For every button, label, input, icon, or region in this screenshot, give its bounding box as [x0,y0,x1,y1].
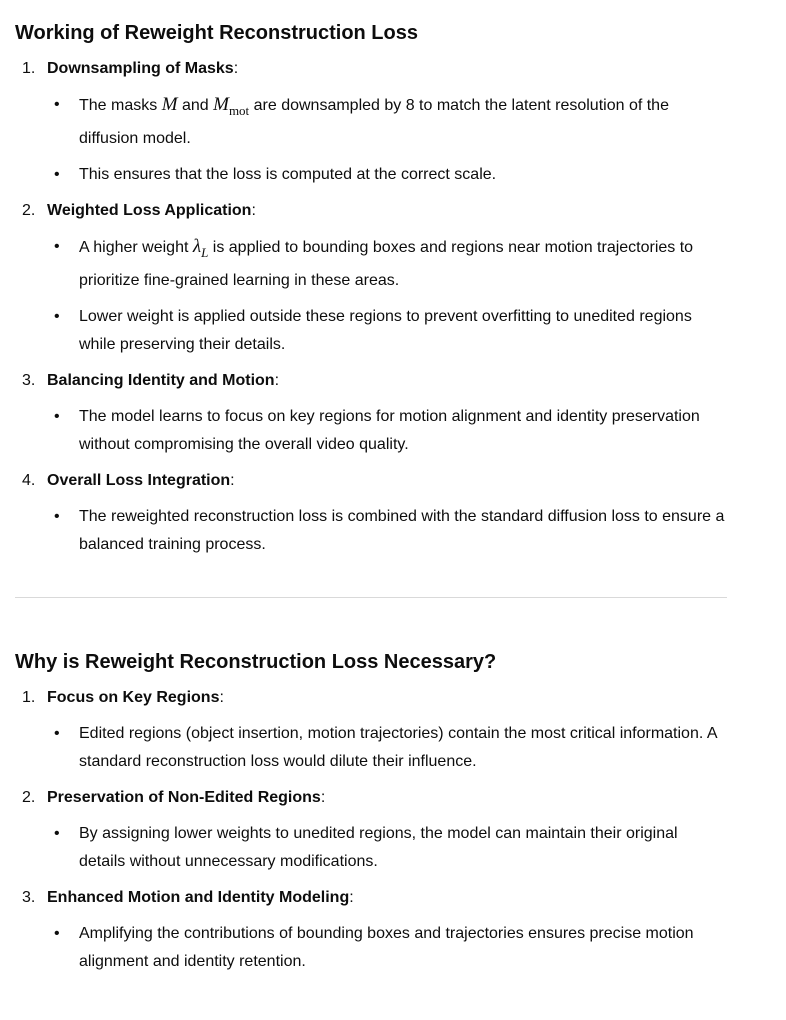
bullet-item: • Amplifying the contributions of bounding boxes and trajectories ensures precise motion alignment and identity retention. [15,920,727,976]
bullet-item: • Edited regions (object insertion, motion trajectories) contain the most critical information. A standard reconstruction loss would dilute their influence. [15,720,727,776]
item-number: 2. [22,201,36,219]
item-number: 3. [22,371,36,389]
item-label: Weighted Loss Application [47,201,252,219]
colon: : [274,371,280,389]
list-item [15,684,727,776]
bullet-item: • The masks M and $M_{mot}$ are downsampled by 8 to match the latent resolution of the diffusion model. [15,91,727,153]
list-item [15,467,727,559]
list-item [15,884,727,976]
math-M: M [161,94,178,115]
item-number: 2. [22,789,36,806]
bullet-item: • This ensures that the loss is computed at the correct scale. [15,161,727,189]
numbered-list [15,684,727,976]
colon: : [320,789,326,806]
item-number: 1. [22,689,36,706]
list-item [15,197,727,359]
section-heading: Working of Reweight Reconstruction Loss [15,22,418,44]
item-label: Downsampling of Masks [47,60,234,77]
bullet-item: • The reweighted reconstruction loss is combined with the standard diffusion loss to ensure a balanced training process. [15,503,727,559]
math-lambda-L: $\lambda_L$ [192,235,209,260]
item-number: 3. [22,889,36,906]
section-why [15,648,727,976]
item-label: Enhanced Motion and Identity Modeling [47,889,350,906]
item-label: Balancing Identity and Motion [47,371,275,389]
item-label: Overall Loss Integration [47,471,231,489]
numbered-list [15,55,727,559]
bullet-item: • A higher weight $\lambda_L$ is applied to bounding boxes and regions near motion trajectories to prioritize fine-grained learning in these areas. [15,233,727,295]
section-working [15,19,727,559]
item-label: Focus on Key Regions [47,689,220,706]
item-number: 1. [22,60,36,77]
bullet-item: • Lower weight is applied outside these regions to prevent overfitting to unedited regions while preserving their details. [15,303,727,359]
divider [15,597,727,598]
section-heading: Why is Reweight Reconstruction Loss Necessary? [15,651,497,673]
math-M-mot: $M_{mot}$ [213,94,250,118]
colon: : [251,201,256,219]
colon: : [230,471,235,489]
colon: : [349,889,354,906]
list-item [15,784,727,876]
colon: : [233,60,239,77]
bullet-item: • By assigning lower weights to unedited regions, the model can maintain their original details without unnecessary modifications. [15,820,727,876]
item-label: Preservation of Non-Edited Regions [47,789,321,806]
colon: : [219,689,224,706]
bullet-item: • The model learns to focus on key regions for motion alignment and identity preservation without compromising the overall video quality. [15,403,727,459]
item-number: 4. [22,471,36,489]
list-item [15,367,727,459]
list-item [15,55,727,189]
